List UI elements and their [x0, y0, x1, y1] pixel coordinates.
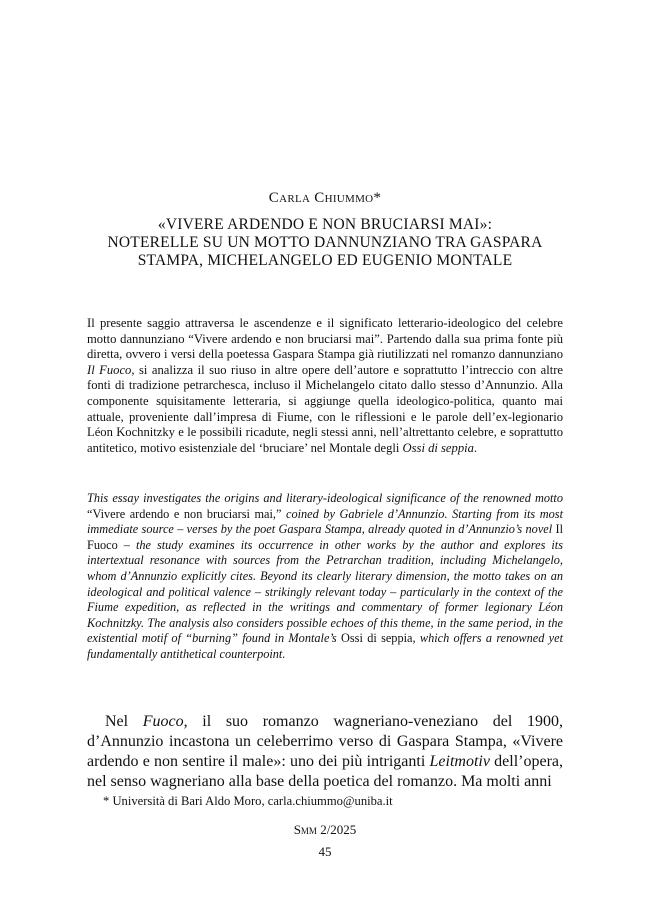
title-line-1: «VIVERE ARDENDO E NON BRUCIARSI MAI»:	[157, 216, 493, 233]
body-text	[87, 712, 563, 792]
body-leitmotiv: Leitmotiv	[429, 753, 490, 770]
abstract-it-part-1: Il presente saggio attraversa le ascendenze e il significato letterario-ideologico del celebre motto dannunziano “Vivere ardendo e non bruciarsi mai”. Partendo dalla sua prima fonte più diretta, ovvero i versi della poetessa Gaspara Stampa già riutilizzati nel romanzo dannunziano	[87, 316, 563, 362]
abstract-en-part-4: , which offers a renowned yet fundamentally antithetical counterpoint.	[87, 631, 564, 661]
body-part-1: Nel	[105, 713, 143, 730]
body-work-title: Fuoco	[142, 713, 184, 730]
abstract-it-work-title-2: Ossi di seppia	[402, 440, 474, 455]
abstract-en-work-title-1: Il Fuoco	[87, 522, 563, 552]
title-line-2: NOTERELLE SU UN MOTTO DANNUNZIANO TRA GASPARA	[107, 234, 543, 251]
abstract-it-part-3: .	[473, 440, 478, 455]
journal-issue	[0, 822, 650, 838]
article-title	[60, 216, 590, 270]
title-line-3: STAMPA, MICHELANGELO ED EUGENIO MONTALE	[137, 252, 513, 269]
author-footnote: * Università di Bari Aldo Moro, carla.chiummo@uniba.it	[103, 794, 393, 808]
body-part-2: , il suo romanzo wagneriano-veneziano del 1900, d’Annunzio incastona un celeberrimo verso di Gaspara Stampa, «Vivere ardendo e non sentire il male»: uno dei più intriganti	[87, 713, 564, 770]
abstract-en-part-1: This essay investigates the origins and literary-ideological significance of the renowned motto	[87, 491, 563, 505]
abstract-it-work-title-1: Il Fuoco	[87, 362, 132, 377]
abstract-english	[87, 491, 563, 663]
abstract-en-part-2: coined by Gabriele d’Annunzio. Starting from its most immediate source – verses by the poet Gaspara Stampa, already quoted in d’Annunzio’s novel	[87, 506, 563, 537]
body-paragraph	[87, 712, 563, 792]
page-number: 45	[318, 844, 332, 859]
abstract-italian	[87, 316, 563, 456]
abstract-en-motto: “Vivere ardendo e non bruciarsi mai,”	[87, 506, 282, 521]
journal-name: Smm	[293, 822, 317, 837]
abstract-en-work-title-2: Ossi di seppia	[341, 631, 413, 646]
author-name: Carla Chiummo*	[268, 190, 382, 206]
body-part-3: dell’opera, nel senso wagneriano alla base della poetica del romanzo. Ma molti anni	[87, 753, 564, 790]
abstract-it-part-2: , si analizza il suo riuso in altre opere dell’autore e soprattutto l’intreccio con altre fonti di tradizione petrarchesca, incluso il Michelangelo citato dallo stesso d’Annunzio. Alla componente squisitamente letteraria, si aggiunge quella ideologico-politica, quanto mai attuale, proveniente dall’impresa di Fiume, con le riflessioni e le parole dell’ex-legionario Léon Kochnitzky e le possibili ricadute, negli stessi anni, nell’altrettanto celebre, e soprattutto antitetico, motivo esistenziale del ‘bruciare’ nel Montale degli	[87, 362, 563, 455]
abstract-en-part-3: – the study examines its occurrence in other works by the author and explores its intertextual resonance with sources from the Petrarchan tradition, including Michelangelo, whom d’Annunzio explicitly cites. Beyond its clearly literary dimension, the motto takes on an ideological and political valence – strikingly relevant today – particularly in the context of the Fiume expedition, as reflected in the writings and commentary of former legionary Léon Kochnitzky. The analysis also considers possible echoes of this theme, in the same period, in the existential motif of “burning” found in Montale’s	[87, 537, 563, 646]
journal-issue-number: 2/2025	[316, 822, 357, 837]
